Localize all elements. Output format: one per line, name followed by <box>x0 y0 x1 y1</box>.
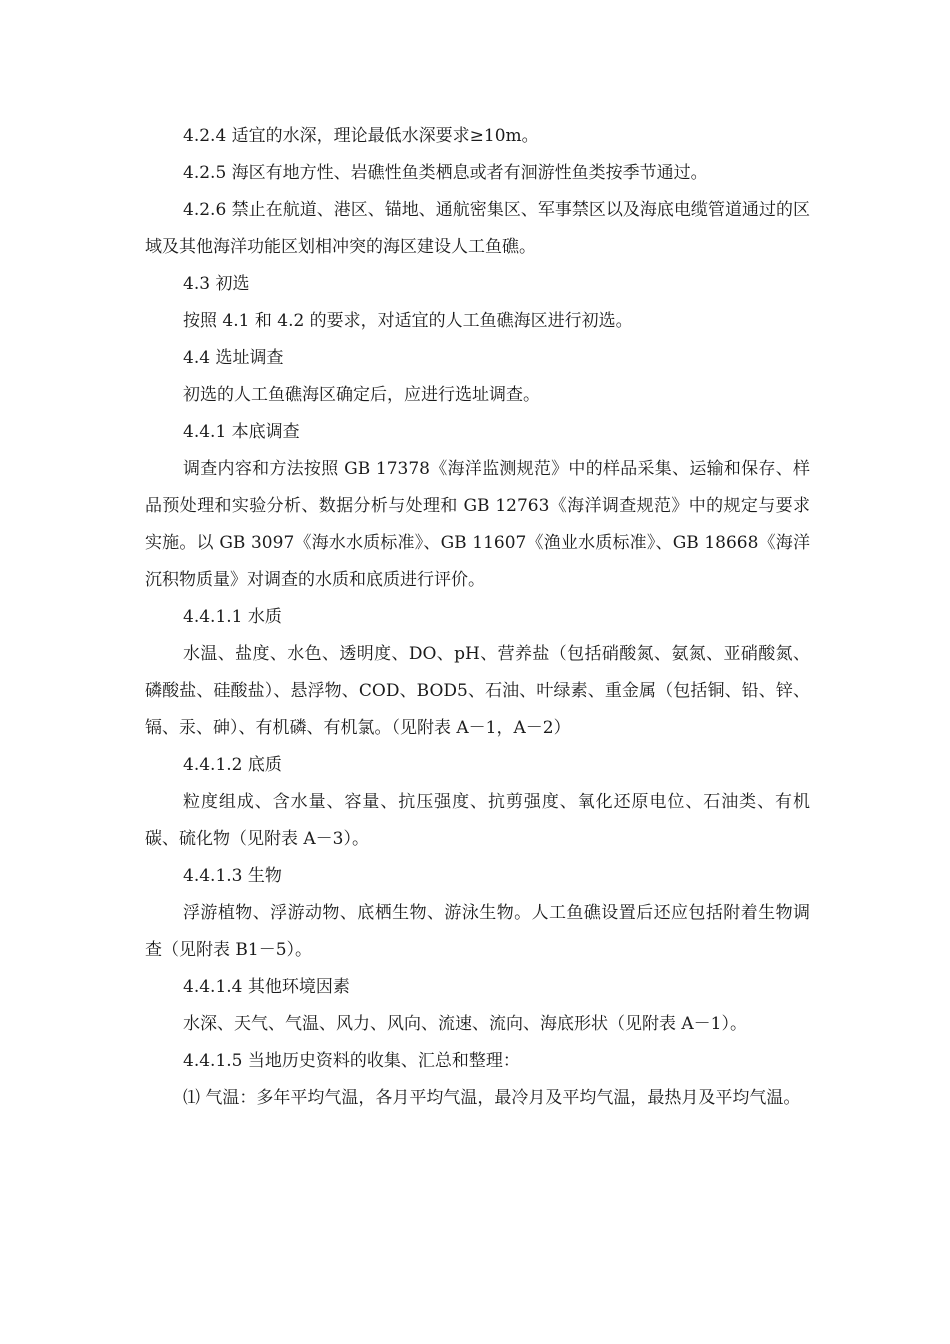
heading-4-4-1-5: 4.4.1.5 当地历史资料的收集、汇总和整理： <box>183 1051 520 1071</box>
heading-4-4-1: 4.4.1 本底调查 <box>183 422 300 442</box>
paragraph-other-factors: 水深、天气、气温、风力、风向、流速、流向、海底形状（见附表 A－1）。 <box>183 1014 747 1034</box>
heading-4-4: 4.4 选址调查 <box>183 348 284 368</box>
paragraph-site-survey: 初选的人工鱼礁海区确定后，应进行选址调查。 <box>183 385 540 405</box>
heading-4-4-1-1: 4.4.1.1 水质 <box>183 607 282 627</box>
paragraph-initial-selection: 按照 4.1 和 4.2 的要求，对适宜的人工鱼礁海区进行初选。 <box>183 311 633 331</box>
heading-4-4-1-2: 4.4.1.2 底质 <box>183 755 282 775</box>
clause-4-2-6: 4.2.6 禁止在航道、港区、锚地、通航密集区、军事禁区以及海底电缆管道通过的区域及其他海洋功能区划相冲突的海区建设人工鱼礁。 <box>145 200 810 257</box>
clause-4-2-5: 4.2.5 海区有地方性、岩礁性鱼类栖息或者有洄游性鱼类按季节通过。 <box>183 163 708 183</box>
paragraph-sediment: 粒度组成、含水量、容量、抗压强度、抗剪强度、氧化还原电位、石油类、有机碳、硫化物（见附表 A－3）。 <box>145 792 810 849</box>
paragraph-water-quality: 水温、盐度、水色、透明度、DO、pH、营养盐（包括硝酸氮、氨氮、亚硝酸氮、磷酸盐、硅酸盐）、悬浮物、COD、BOD5、石油、叶绿素、重金属（包括铜、铅、锌、镉、汞、砷）、有机磷、有机氯。（见附表 A－1，A－2） <box>145 644 810 738</box>
clause-4-2-4: 4.2.4 适宜的水深，理论最低水深要求≥10m。 <box>183 126 539 146</box>
paragraph-survey-methods: 调查内容和方法按照 GB 17378《海洋监测规范》中的样品采集、运输和保存、样品预处理和实验分析、数据分析与处理和 GB 12763《海洋调查规范》中的规定与要求实施。以 GB 3097《海水水质标准》、GB 11607《渔业水质标准》、GB 18668《海洋沉积物质量》对调查的水质和底质进行评价。 <box>145 459 810 590</box>
heading-4-4-1-4: 4.4.1.4 其他环境因素 <box>183 977 350 997</box>
heading-4-4-1-3: 4.4.1.3 生物 <box>183 866 282 886</box>
document-body <box>145 118 810 1117</box>
heading-4-3: 4.3 初选 <box>183 274 250 294</box>
paragraph-biology: 浮游植物、浮游动物、底栖生物、游泳生物。人工鱼礁设置后还应包括附着生物调查（见附表 B1－5）。 <box>145 903 810 960</box>
paragraph-air-temperature: ⑴ 气温：多年平均气温，各月平均气温，最冷月及平均气温，最热月及平均气温。 <box>183 1088 801 1108</box>
